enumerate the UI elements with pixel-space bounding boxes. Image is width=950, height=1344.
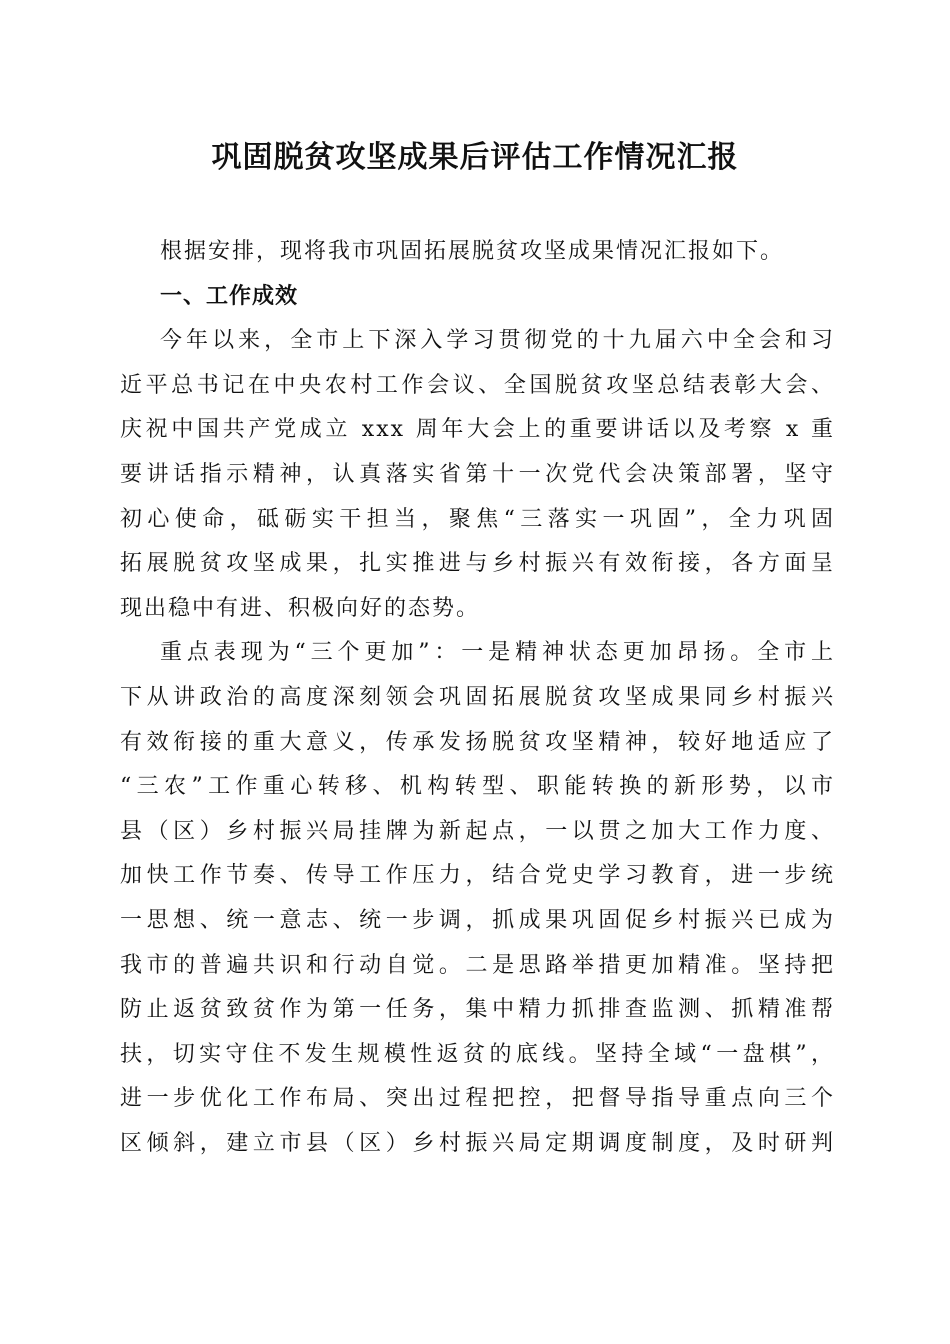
paragraph-2-line: 我市的普遍共识和行动自觉。二是思路举措更加精准。坚持把 bbox=[120, 952, 835, 978]
paragraph-1-line: 庆祝中国共产党成立 xxx 周年大会上的重要讲话以及考察 x 重 bbox=[120, 417, 835, 443]
section-heading: 一、工作成效 bbox=[160, 283, 299, 309]
paragraph-1-line: 初心使命，砥砺实干担当，聚焦“三落实一巩固”，全力巩固 bbox=[120, 506, 835, 532]
paragraph-2-line: 有效衔接的重大意义，传承发扬脱贫攻坚精神，较好地适应了 bbox=[120, 729, 835, 755]
paragraph-1-line: 要讲话指示精神，认真落实省第十一次党代会决策部署，坚守 bbox=[120, 461, 835, 487]
paragraph-2-line: 防止返贫致贫作为第一任务，集中精力抓排查监测、抓精准帮 bbox=[120, 997, 835, 1023]
paragraph-2-line: 区倾斜，建立市县（区）乡村振兴局定期调度制度，及时研判 bbox=[120, 1130, 835, 1156]
paragraph-2-line: 一思想、统一意志、统一步调，抓成果巩固促乡村振兴已成为 bbox=[120, 907, 835, 933]
paragraph-2 bbox=[120, 631, 835, 1166]
paragraph-2-line: “三农”工作重心转移、机构转型、职能转换的新形势，以市 bbox=[120, 774, 835, 800]
paragraph-1-line: 近平总书记在中央农村工作会议、全国脱贫攻坚总结表彰大会、 bbox=[120, 372, 835, 398]
document-body bbox=[120, 230, 835, 1166]
paragraph-1 bbox=[120, 319, 835, 631]
paragraph-2-line: 进一步优化工作布局、突出过程把控，把督导指导重点向三个 bbox=[120, 1086, 835, 1112]
paragraph-2-line: 加快工作节奏、传导工作压力，结合党史学习教育，进一步统 bbox=[120, 863, 835, 889]
paragraph-2-line: 扶，切实守住不发生规模性返贫的底线。坚持全域“一盘棋”， bbox=[120, 1041, 835, 1067]
paragraph-2-line: 县（区）乡村振兴局挂牌为新起点，一以贯之加大工作力度、 bbox=[120, 818, 835, 844]
paragraph-1-line: 今年以来，全市上下深入学习贯彻党的十九届六中全会和习 bbox=[160, 328, 835, 354]
paragraph-1-line: 拓展脱贫攻坚成果，扎实推进与乡村振兴有效衔接，各方面呈 bbox=[120, 551, 835, 577]
paragraph-1-line: 现出稳中有进、积极向好的态势。 bbox=[120, 595, 481, 621]
document-title: 巩固脱贫攻坚成果后评估工作情况汇报 bbox=[211, 140, 739, 175]
paragraph-2-line: 重点表现为“三个更加”：一是精神状态更加昂扬。全市上 bbox=[160, 640, 835, 666]
intro-paragraph: 根据安排，现将我市巩固拓展脱贫攻坚成果情况汇报如下。 bbox=[160, 239, 785, 264]
paragraph-2-line: 下从讲政治的高度深刻领会巩固拓展脱贫攻坚成果同乡村振兴 bbox=[120, 684, 835, 710]
